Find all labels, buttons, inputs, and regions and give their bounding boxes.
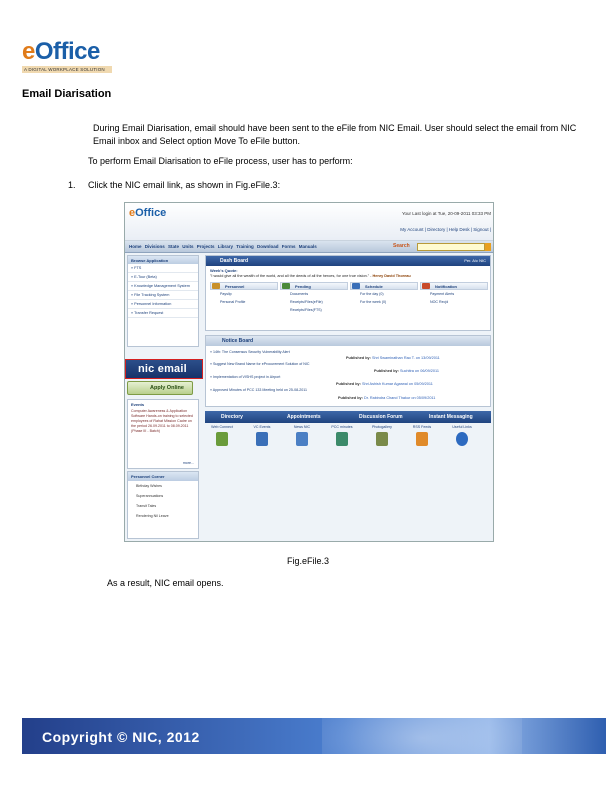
figure-caption: Fig.eFile.3 [287,556,330,566]
info-icon [456,432,468,446]
dashboard-right-label: Per. A/c NIC [464,258,486,263]
calendar-icon [352,283,360,289]
pending-column: Pending Documents Receipts/Files(eFile) Receipts/Files(FTS) [280,282,348,328]
sidebar-item[interactable]: » Transfer Request [128,309,198,318]
tab-discussion-forum[interactable]: Discussion Forum [359,414,403,420]
photo-icon [376,432,388,446]
notice-publisher: Published by: Suchitra on 06/09/2011 [374,369,439,373]
web-connect-icon [216,432,228,446]
personnel-icon [212,283,220,289]
browse-application-head: Browse Application [128,256,198,264]
procedure-paragraph: To perform Email Diarisation to eFile process, user has to perform: [88,156,353,166]
notice-publisher: Published by: Shri Swaminathan Rao T. on 13/09/2011 [346,356,440,360]
intro-paragraph: During Email Diarisation, email should have been sent to the eFile from NIC Email. User should select the email from NIC Email inbox and Select option Move To eFile button. [93,123,577,146]
weeks-quote: "I would give all the wealth of the world, and all the deeds of all the heroes, for one true vision." - Henry David Thoreau [210,274,411,278]
figure-screenshot [124,202,494,542]
main-nav [125,241,494,253]
apply-online-button[interactable] [127,381,193,395]
sidebar-item[interactable]: » Personnel Information [128,300,198,309]
corner-item[interactable]: Superannuations [136,494,164,498]
notice-publisher: Published by: Dr. Rabindra Chand Thakur on 05/09/2011 [338,396,436,400]
dash-link[interactable]: For the week (0) [360,300,387,304]
notice-board-title: Notice Board [222,338,254,344]
sidebar-item[interactable]: » FTS [128,264,198,273]
vc-events-icon [256,432,268,446]
notification-column: Notification Payment Alerts NOC Req'd [420,282,488,328]
bottom-tabs [205,411,491,423]
last-login-text: Your Last login at Tue, 20-09-2011 03:33 PM [401,211,491,216]
events-more-link[interactable]: more... [182,461,194,465]
copyright-footer [22,718,606,754]
top-links[interactable]: My Account | Directory | Help Desk | Signout | [400,227,491,232]
sidebar-item[interactable]: » Knowledge Management System [128,282,198,291]
corner-item[interactable]: Birthday Wishes [136,484,162,488]
corner-item[interactable]: Rendering Nil Leave [136,514,169,518]
dash-link[interactable]: Receipts/Files(eFile) [290,300,323,304]
dashboard-header [206,256,490,266]
screenshot-logo: eOffice [129,207,167,219]
dash-link[interactable]: Receipts/Files(FTS) [290,308,322,312]
weeks-quote-title: Week's Quote: [210,268,238,273]
screenshot-sidebar [125,255,203,541]
events-body: Computer Awareness & Application Software Hands-on training to selected employees of Rahat Mission Cadre on the period 26.09.2011 to 08.09.2011 (Phase III - Batch) [131,409,193,433]
step-1-text: Click the NIC email link, as shown in Fig.eFile.3: [88,180,281,190]
events-title: Events [131,402,145,407]
corner-item[interactable]: Transit Tales [136,504,157,508]
search-go-button[interactable] [485,243,491,251]
pending-icon [282,283,290,289]
tab-instant-messaging[interactable]: Instant Messaging [429,414,473,420]
notice-board-header [206,336,490,346]
nav-items[interactable]: Home Divisions State Units Projects Library Training Download Forms Manuals [129,244,317,249]
useful-links-shortcut[interactable]: Useful Links [447,425,477,446]
photogallery-shortcut[interactable]: Photogallery [367,425,397,446]
step-1 [68,180,280,190]
rss-icon [416,432,428,446]
screenshot-header [125,203,494,241]
minutes-icon [336,432,348,446]
result-text: As a result, NIC email opens. [107,578,224,588]
footer-glow [322,718,522,754]
web-connect-shortcut[interactable]: Web Connect [207,425,237,446]
vc-events-shortcut[interactable]: VC Events [247,425,277,446]
quote-author: Henry David Thoreau [372,274,411,278]
nic-email-label: nic email [138,363,187,375]
notice-item[interactable]: » 14th: The Consensus Security Vulnerability Alert [210,350,290,354]
notice-item[interactable]: » Approved Minutes of PCC 133 Meeting held on 25-08-2011 [210,388,308,392]
copyright-text: Copyright © NIC, 2012 [42,729,200,745]
search-input[interactable] [417,243,485,251]
tab-appointments[interactable]: Appointments [287,414,321,420]
notice-item[interactable]: » Implementation of VISHS project in Airport [210,375,281,379]
schedule-column: Schedule For the day (0) For the week (0) [350,282,418,328]
notice-item[interactable]: » Suggest New Brand Name for eProcurement Solution of NIC [210,362,310,366]
sidebar-item[interactable]: » E-Tour (Beta) [128,273,198,282]
personnel-corner-title: Personnel Corner [128,472,198,481]
tab-directory[interactable]: Directory [221,414,243,420]
dashboard-title: Dash Board [220,258,249,264]
logo-office: Office [34,38,100,65]
dash-link[interactable]: Payment Alerts [430,292,455,296]
dash-link[interactable]: Payslip [220,292,232,296]
dash-link[interactable]: NOC Req'd [430,300,449,304]
search-label: Search [393,243,410,249]
section-heading: Email Diarisation [22,88,112,100]
news-icon [296,432,308,446]
browse-application-box [127,255,199,347]
dashboard-panel [205,255,491,331]
sidebar-item[interactable]: » File Tracking System [128,291,198,300]
logo-e: e [22,38,35,65]
logo-tagline: A DIGITAL WORKPLACE SOLUTION [22,66,112,73]
news-nic-shortcut[interactable]: News NIC [287,425,317,446]
personnel-column: Personnel Payslip Personal Profile [210,282,278,328]
bell-icon [422,283,430,289]
nic-email-link[interactable] [125,359,203,379]
notice-board [205,335,491,407]
notice-publisher: Published by: Shri Ashish Kumar Agarwal on 05/09/2011 [336,382,433,386]
eoffice-logo [22,40,112,74]
apply-online-label: Apply Online [150,385,184,391]
events-box [127,399,199,469]
pcc-minutes-shortcut[interactable]: PCC minutes [327,425,357,446]
personnel-corner [127,471,199,539]
step-1-number: 1. [68,180,76,190]
quick-icons [205,425,491,465]
rss-feeds-shortcut[interactable]: RSS Feeds [407,425,437,446]
dashboard-columns [210,282,488,328]
dash-link[interactable]: Documents [290,292,309,296]
dash-link[interactable]: For the day (0) [360,292,384,296]
dash-link[interactable]: Personal Profile [220,300,246,304]
